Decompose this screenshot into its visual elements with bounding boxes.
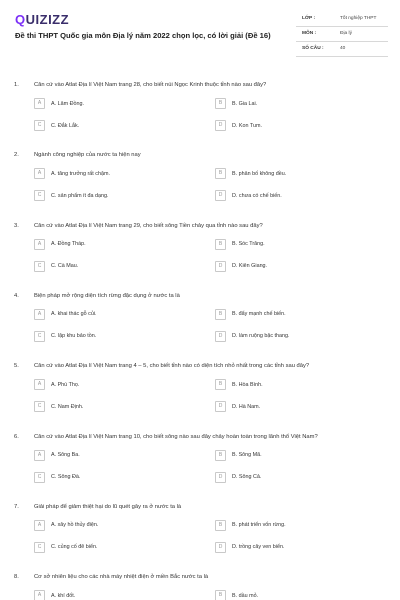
answer-option[interactable] bbox=[215, 98, 375, 111]
option-text: B. dầu mỏ. bbox=[232, 592, 259, 599]
meta-key: MÔN : bbox=[302, 31, 317, 36]
option-letter-box[interactable]: C bbox=[34, 472, 45, 483]
option-letter-box[interactable]: D bbox=[215, 401, 226, 412]
question-item bbox=[0, 148, 400, 218]
question-text: Căn cứ vào Atlat Địa lí Việt Nam trang 28, cho biết núi Ngọc Krinh thuộc tỉnh nào sau đây? bbox=[34, 82, 267, 88]
question-text: Biện pháp mở rộng diện tích rừng đặc dụng ở nước ta là bbox=[34, 292, 180, 299]
option-text: A. tăng trưởng rất chậm. bbox=[51, 170, 110, 177]
option-text: D. Kon Tum. bbox=[232, 122, 262, 129]
answer-option[interactable] bbox=[215, 379, 375, 392]
option-letter-box[interactable]: C bbox=[34, 190, 45, 201]
answer-option[interactable] bbox=[215, 401, 375, 414]
answer-option[interactable] bbox=[34, 450, 194, 463]
option-letter-box[interactable]: B bbox=[215, 590, 226, 600]
option-letter-box[interactable]: A bbox=[34, 239, 45, 250]
answer-option[interactable] bbox=[215, 331, 375, 344]
option-text: A. xây hồ thủy điện. bbox=[51, 522, 99, 529]
answer-option[interactable] bbox=[215, 590, 375, 600]
option-text: C. lập khu bảo tồn. bbox=[51, 333, 97, 340]
question-number: 1. bbox=[14, 82, 19, 88]
option-letter-box[interactable]: A bbox=[34, 590, 45, 600]
answer-option[interactable] bbox=[34, 472, 194, 485]
option-text: D. làm ruộng bậc thang. bbox=[232, 333, 290, 340]
option-text: B. Sóc Trăng. bbox=[232, 241, 265, 248]
option-letter-box[interactable]: A bbox=[34, 520, 45, 531]
question-text: Cơ sở nhiên liệu cho các nhà máy nhiệt điện ở miền Bắc nước ta là bbox=[34, 574, 209, 581]
option-text: C. Đắk Lắk. bbox=[51, 122, 80, 129]
question-text: Giải pháp để giảm thiệt hại do lũ quét gây ra ở nước ta là bbox=[34, 503, 182, 510]
option-letter-box[interactable]: B bbox=[215, 98, 226, 109]
answer-option[interactable] bbox=[34, 520, 194, 533]
answer-option[interactable] bbox=[215, 190, 375, 203]
answer-option[interactable] bbox=[34, 261, 194, 274]
meta-value: Địa lý bbox=[340, 31, 352, 36]
option-text: B. Sông Mã. bbox=[232, 452, 262, 458]
question-text: Căn cứ vào Atlat Địa lí Việt Nam trang 4 – 5, cho biết tỉnh nào có diện tích nhỏ nhất trong các tỉnh sau đây? bbox=[34, 363, 310, 370]
option-text: D. trồng cây ven biển. bbox=[232, 544, 285, 551]
option-letter-box[interactable]: A bbox=[34, 450, 45, 461]
option-text: C. sản phẩm ít đa dạng. bbox=[51, 192, 109, 199]
option-letter-box[interactable]: A bbox=[34, 309, 45, 320]
option-text: A. Đồng Tháp. bbox=[51, 241, 86, 248]
document-header bbox=[0, 0, 400, 70]
answer-option[interactable] bbox=[34, 590, 194, 600]
document-title: Đề thi THPT Quốc gia môn Địa lý năm 2022 chọn lọc, có lời giải (Đề 16) bbox=[15, 31, 271, 40]
option-text: C. Sông Đà. bbox=[51, 474, 81, 480]
option-text: B. phân bố không đều. bbox=[232, 170, 287, 177]
option-text: B. phát triển vốn rừng. bbox=[232, 522, 286, 529]
option-letter-box[interactable]: B bbox=[215, 379, 226, 390]
option-letter-box[interactable]: C bbox=[34, 331, 45, 342]
answer-option[interactable] bbox=[215, 450, 375, 463]
question-number: 3. bbox=[14, 222, 19, 229]
answer-option[interactable] bbox=[215, 542, 375, 555]
option-text: D. Hà Nam. bbox=[232, 403, 261, 410]
option-text: D. Kiên Giang. bbox=[232, 263, 268, 270]
question-item bbox=[0, 78, 400, 148]
option-letter-box[interactable]: D bbox=[215, 542, 226, 553]
answer-option[interactable] bbox=[34, 331, 194, 344]
option-letter-box[interactable]: C bbox=[34, 261, 45, 272]
option-text: A. khai thác gỗ củi. bbox=[51, 311, 97, 318]
meta-key: LỚP : bbox=[302, 16, 316, 21]
question-item bbox=[0, 570, 400, 600]
option-text: B. Hòa Bình. bbox=[232, 381, 263, 388]
option-letter-box[interactable]: B bbox=[215, 520, 226, 531]
question-number: 2. bbox=[14, 152, 19, 159]
option-letter-box[interactable]: B bbox=[215, 309, 226, 320]
meta-row-grade bbox=[296, 12, 388, 27]
option-letter-box[interactable]: D bbox=[215, 120, 226, 131]
option-text: B. đẩy mạnh chế biến. bbox=[232, 311, 286, 318]
question-item bbox=[0, 430, 400, 500]
question-text: Căn cứ vào Atlat Địa lí Việt Nam trang 10, cho biết sông nào sau đây chảy hoàn toàn trong lãnh thổ Việt Nam? bbox=[34, 433, 318, 440]
option-letter-box[interactable]: B bbox=[215, 239, 226, 250]
answer-option[interactable] bbox=[215, 239, 375, 252]
answer-option[interactable] bbox=[215, 472, 375, 485]
option-text: C. Nam Định. bbox=[51, 403, 84, 410]
meta-row-subject bbox=[296, 27, 388, 42]
answer-option[interactable] bbox=[34, 168, 194, 181]
option-letter-box[interactable]: A bbox=[34, 98, 45, 109]
option-letter-box[interactable]: D bbox=[215, 472, 226, 483]
quizizz-logo: QUIZIZZ bbox=[15, 12, 70, 27]
question-text: Ngành công nghiệp của nước ta hiện nay bbox=[34, 152, 141, 159]
question-number: 7. bbox=[14, 503, 19, 510]
question-item bbox=[0, 219, 400, 289]
answer-option[interactable] bbox=[215, 520, 375, 533]
question-number: 4. bbox=[14, 292, 19, 299]
option-letter-box[interactable]: C bbox=[34, 542, 45, 553]
answer-option[interactable] bbox=[215, 168, 375, 181]
option-letter-box[interactable]: B bbox=[215, 168, 226, 179]
option-text: C. Cà Mau. bbox=[51, 263, 79, 270]
option-text: A. Phú Thọ. bbox=[51, 381, 80, 388]
answer-option[interactable] bbox=[34, 190, 194, 203]
meta-row-count bbox=[296, 42, 388, 57]
answer-option[interactable] bbox=[34, 239, 194, 252]
answer-option[interactable] bbox=[34, 542, 194, 555]
question-item bbox=[0, 500, 400, 570]
option-letter-box[interactable]: D bbox=[215, 261, 226, 272]
option-letter-box[interactable]: A bbox=[34, 168, 45, 179]
question-number: 6. bbox=[14, 433, 19, 440]
option-letter-box[interactable]: C bbox=[34, 401, 45, 412]
option-text: C. củng cố đê biển. bbox=[51, 544, 98, 551]
question-number: 5. bbox=[14, 363, 19, 370]
meta-value: Tốt nghiệp THPT bbox=[340, 16, 377, 21]
answer-option[interactable] bbox=[34, 120, 194, 133]
answer-option[interactable] bbox=[34, 401, 194, 414]
question-item bbox=[0, 289, 400, 359]
option-text: D. Sông Cả. bbox=[232, 474, 262, 480]
option-letter-box[interactable]: B bbox=[215, 450, 226, 461]
option-text: B. Gia Lai. bbox=[232, 100, 258, 107]
answer-option[interactable] bbox=[215, 120, 375, 133]
meta-key: SỐ CÂU : bbox=[302, 46, 324, 51]
option-letter-box[interactable]: A bbox=[34, 379, 45, 390]
answer-option[interactable] bbox=[215, 309, 375, 322]
option-letter-box[interactable]: D bbox=[215, 190, 226, 201]
question-number: 8. bbox=[14, 574, 19, 581]
option-text: A. Lâm Đồng. bbox=[51, 100, 84, 107]
option-letter-box[interactable]: D bbox=[215, 331, 226, 342]
answer-option[interactable] bbox=[34, 379, 194, 392]
meta-table bbox=[296, 12, 388, 57]
answer-option[interactable] bbox=[34, 309, 194, 322]
option-letter-box[interactable]: C bbox=[34, 120, 45, 131]
question-text: Căn cứ vào Atlat Địa lí Việt Nam trang 29, cho biết sông Tiền chảy qua tỉnh nào sau đây? bbox=[34, 222, 263, 229]
option-text: A. khí đốt. bbox=[51, 592, 76, 599]
answer-option[interactable] bbox=[215, 261, 375, 274]
answer-option[interactable] bbox=[34, 98, 194, 111]
option-text: D. chưa có chế biến. bbox=[232, 192, 282, 199]
meta-value: 40 bbox=[340, 46, 346, 51]
question-item bbox=[0, 359, 400, 429]
option-text: A. Sông Ba. bbox=[51, 452, 80, 458]
